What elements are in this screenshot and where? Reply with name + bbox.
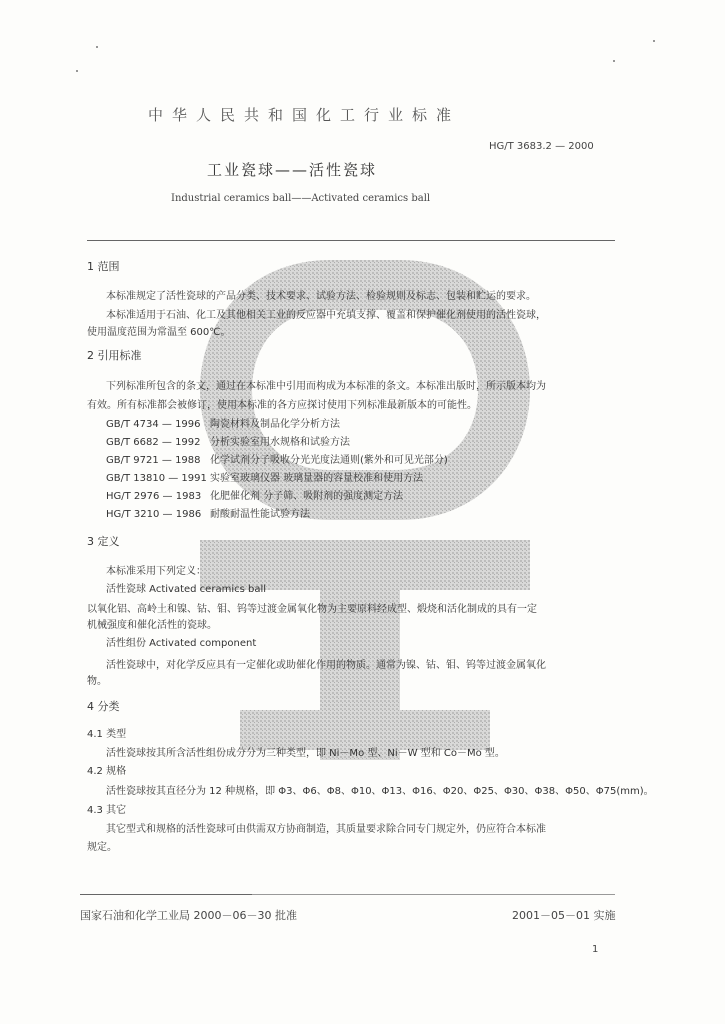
subsection-paragraph: 其它型式和规格的活性瓷球可由供需双方协商制造，其质量要求除合同专门规定外，仍应符合本标准 xyxy=(106,824,546,835)
subsection-paragraph: 规定。 xyxy=(87,842,117,853)
header-divider xyxy=(87,240,615,241)
reference-code: HG/T 3210 — 1986 xyxy=(106,509,202,520)
scan-speck xyxy=(76,70,78,72)
definition-term: 活性组份 Activated component xyxy=(106,638,257,649)
section-4-heading: 4 分类 xyxy=(87,700,120,713)
reference-title: 化肥催化剂 分子筛、吸附剂的强度测定方法 xyxy=(210,491,404,502)
reference-item xyxy=(106,415,340,430)
reference-title: 实验室玻璃仪器 玻璃量器的容量校准和使用方法 xyxy=(210,473,424,484)
definition-text: 物。 xyxy=(87,676,107,687)
document-title-cn: 工业瓷球——活性瓷球 xyxy=(207,161,378,179)
reference-title: 分析实验室用水规格和试验方法 xyxy=(210,437,350,448)
reference-code: GB/T 6682 — 1992 xyxy=(106,437,201,448)
reference-item xyxy=(106,505,310,520)
header-title: 中华人民共和国化工行业标准 xyxy=(148,106,461,124)
document-title-en: Industrial ceramics ball——Activated ceramics ball xyxy=(171,193,431,204)
reference-code: GB/T 9721 — 1988 xyxy=(106,455,201,466)
subsection-paragraph: 活性瓷球按其直径分为 12 种规格，即 Φ3、Φ6、Φ8、Φ10、Φ13、Φ16、Φ20、Φ25、Φ30、Φ38、Φ50、Φ75(mm)。 xyxy=(106,786,654,797)
subsection-heading: 4.2 规格 xyxy=(87,766,127,777)
reference-item xyxy=(106,487,403,502)
scan-speck xyxy=(613,60,615,62)
reference-item xyxy=(106,433,350,448)
reference-item xyxy=(106,469,423,484)
section-1-paragraph: 使用温度范围为常温至 600℃。 xyxy=(87,327,231,338)
section-2-paragraph: 下列标准所包含的条文，通过在本标准中引用而构成为本标准的条文。本标准出版时，所示版本均为 xyxy=(106,381,546,392)
section-2-heading: 2 引用标准 xyxy=(87,349,142,362)
definition-term: 活性瓷球 Activated ceramics ball xyxy=(106,584,267,595)
approval-date: 国家石油和化学工业局 2000－06－30 批准 xyxy=(80,909,297,922)
scan-speck xyxy=(653,40,655,42)
scan-speck xyxy=(96,46,98,48)
footer-divider xyxy=(80,894,252,895)
reference-code: GB/T 4734 — 1996 xyxy=(106,419,201,430)
reference-title: 耐酸耐温性能试验方法 xyxy=(210,509,310,520)
effective-date: 2001－05－01 实施 xyxy=(512,909,616,922)
section-3-paragraph: 本标准采用下列定义： xyxy=(106,566,206,577)
section-1-paragraph: 本标准规定了活性瓷球的产品分类、技术要求、试验方法、检验规则及标志、包装和贮运的要求。 xyxy=(106,291,536,302)
subsection-paragraph: 活性瓷球按其所含活性组份成分分为三种类型，即 Ni－Mo 型、Ni－W 型和 Co－Mo 型。 xyxy=(106,748,505,759)
definition-text: 机械强度和催化活性的瓷球。 xyxy=(87,620,217,631)
footer-divider xyxy=(252,894,615,895)
section-3-heading: 3 定义 xyxy=(87,535,120,548)
reference-code: GB/T 13810 — 1991 xyxy=(106,473,207,484)
section-1-heading: 1 范围 xyxy=(87,260,120,273)
standard-number: HG/T 3683.2 — 2000 xyxy=(489,141,594,152)
section-1-paragraph: 本标准适用于石油、化工及其他相关工业的反应器中充填支撑、覆盖和保护催化剂使用的活性瓷球， xyxy=(106,310,546,321)
subsection-heading: 4.3 其它 xyxy=(87,805,127,816)
reference-code: HG/T 2976 — 1983 xyxy=(106,491,202,502)
reference-item xyxy=(106,451,448,466)
page-number: 1 xyxy=(592,944,599,955)
definition-text: 以氧化铝、高岭土和镍、钴、钼、钨等过渡金属氧化物为主要原料经成型、煅烧和活化制成的具有一定 xyxy=(87,604,537,615)
subsection-heading: 4.1 类型 xyxy=(87,729,127,740)
definition-text: 活性瓷球中，对化学反应具有一定催化或助催化作用的物质。通常为镍、钴、钼、钨等过渡金属氧化 xyxy=(106,660,546,671)
reference-title: 陶瓷材料及制品化学分析方法 xyxy=(210,419,340,430)
section-2-paragraph: 有效。所有标准都会被修订，使用本标准的各方应探讨使用下列标准最新版本的可能性。 xyxy=(87,400,477,411)
reference-title: 化学试剂分子吸收分光光度法通则(紫外和可见光部分) xyxy=(210,455,448,466)
